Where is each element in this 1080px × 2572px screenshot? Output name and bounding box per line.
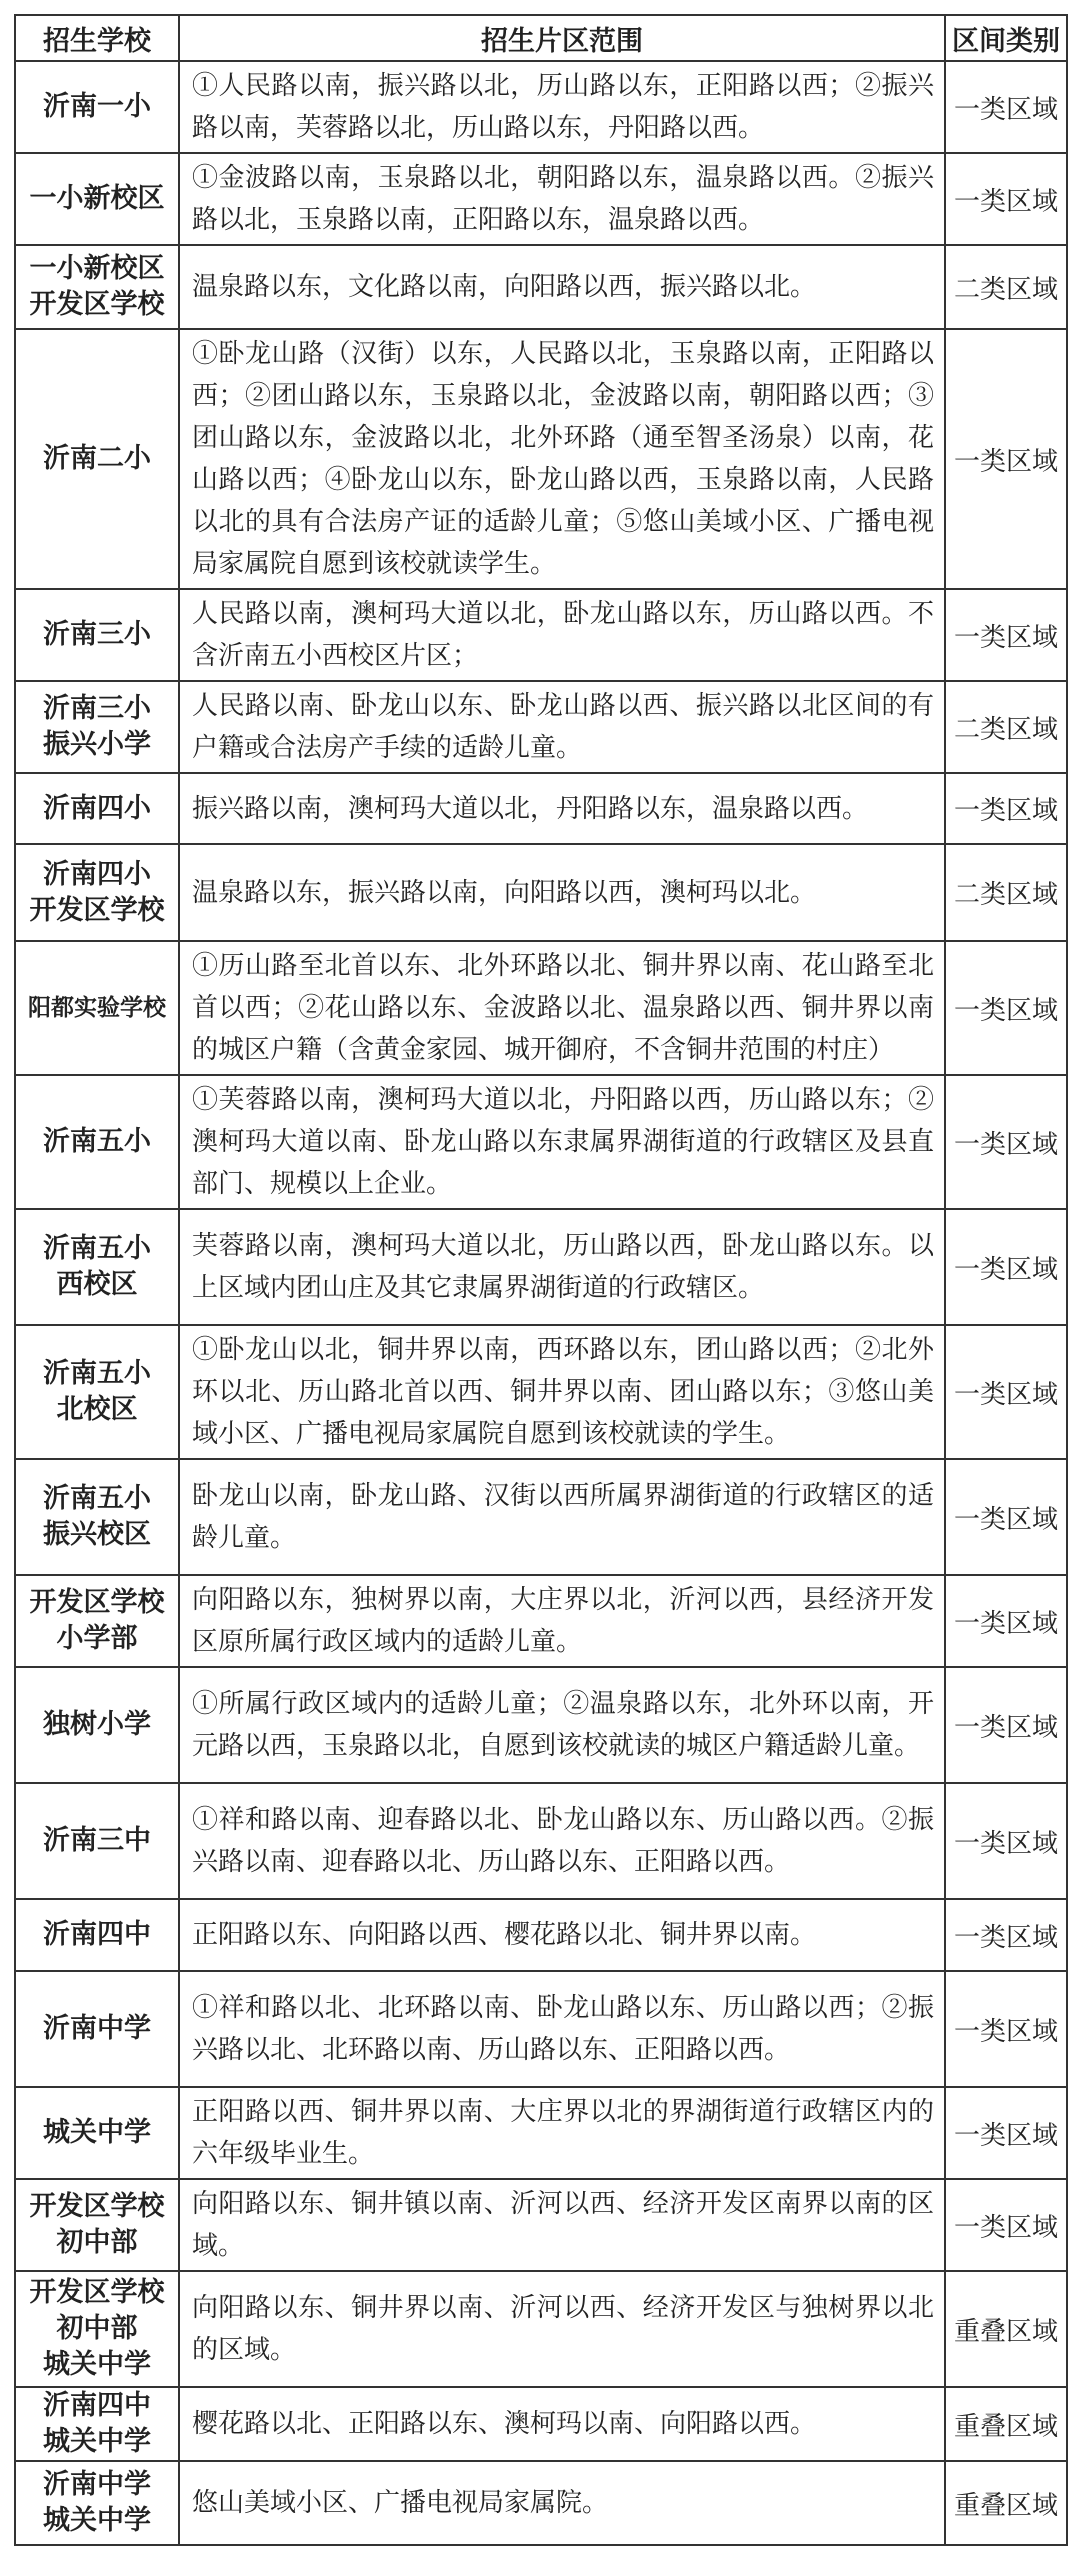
header-area: 招生片区范围 (179, 15, 945, 61)
school-name-line: 沂南五小 (43, 1233, 151, 1264)
category-cell: 一类区域 (945, 1971, 1067, 2087)
category-cell: 一类区域 (945, 153, 1067, 245)
area-cell: ①所属行政区域内的适龄儿童；②温泉路以东，北外环以南，开元路以西，玉泉路以北，自愿到该校就读的城区户籍适龄儿童。 (179, 1667, 945, 1783)
category-cell: 一类区域 (945, 1075, 1067, 1209)
area-cell: 向阳路以东、铜井镇以南、沂河以西、经济开发区南界以南的区域。 (179, 2179, 945, 2271)
category-cell: 一类区域 (945, 773, 1067, 844)
school-cell (15, 1971, 179, 2087)
school-name-line: 开发区学校 (29, 289, 165, 320)
school-name-line: 小学部 (56, 1623, 138, 1654)
area-cell: ①祥和路以北、北环路以南、卧龙山路以东、历山路以西；②振兴路以北、北环路以南、历山路以东、正阳路以西。 (179, 1971, 945, 2087)
area-cell: 芙蓉路以南，澳柯玛大道以北，历山路以西，卧龙山路以东。以上区域内团山庄及其它隶属界湖街道的行政辖区。 (179, 1209, 945, 1325)
school-name-line: 沂南中学 (43, 2013, 151, 2044)
school-name-line: 沂南四小 (43, 858, 151, 890)
table-row (15, 61, 1067, 153)
area-cell: 振兴路以南，澳柯玛大道以北，丹阳路以东，温泉路以西。 (179, 773, 945, 844)
area-cell: 悠山美域小区、广播电视局家属院。 (179, 2461, 945, 2545)
school-name-line: 开发区学校 (29, 894, 165, 926)
area-cell: 向阳路以东、铜井界以南、沂河以西、经济开发区与独树界以北的区域。 (179, 2271, 945, 2387)
school-cell (15, 61, 179, 153)
header-school: 招生学校 (15, 15, 179, 61)
school-cell (15, 2271, 179, 2387)
school-cell (15, 2179, 179, 2271)
table-row (15, 1899, 1067, 1971)
school-name-line: 城关中学 (43, 2349, 151, 2380)
school-name-line: 振兴校区 (43, 1519, 151, 1550)
school-cell (15, 2387, 179, 2461)
school-name-line: 一小新校区 (29, 183, 165, 214)
area-cell: ①历山路至北首以东、北外环路以北、铜井界以南、花山路至北首以西；②花山路以东、金波路以北、温泉路以西、铜井界以南的城区户籍（含黄金家园、城开御府，不含铜井范围的村庄） (179, 941, 945, 1075)
school-cell (15, 1075, 179, 1209)
table-row (15, 153, 1067, 245)
school-name-line: 沂南二小 (43, 443, 151, 474)
school-cell (15, 1899, 179, 1971)
table-row (15, 1459, 1067, 1575)
area-cell: 正阳路以东、向阳路以西、樱花路以北、铜井界以南。 (179, 1899, 945, 1971)
table-row (15, 1667, 1067, 1783)
school-name-line: 初中部 (56, 2227, 138, 2258)
area-cell: 正阳路以西、铜井界以南、大庄界以北的界湖街道行政辖区内的六年级毕业生。 (179, 2087, 945, 2179)
school-cell (15, 1783, 179, 1899)
category-cell: 一类区域 (945, 61, 1067, 153)
area-cell: ①芙蓉路以南，澳柯玛大道以北，丹阳路以西，历山路以东；②澳柯玛大道以南、卧龙山路以东隶属界湖街道的行政辖区及县直部门、规模以上企业。 (179, 1075, 945, 1209)
table-row (15, 773, 1067, 844)
school-name-line: 一小新校区 (29, 253, 165, 284)
area-cell: 人民路以南、卧龙山以东、卧龙山路以西、振兴路以北区间的有户籍或合法房产手续的适龄儿童。 (179, 681, 945, 773)
table-row (15, 329, 1067, 589)
school-name-line: 沂南五小 (43, 1126, 151, 1157)
category-cell: 二类区域 (945, 681, 1067, 773)
table-row (15, 2087, 1067, 2179)
school-name-line: 沂南三小 (43, 693, 151, 724)
category-cell: 一类区域 (945, 1575, 1067, 1667)
school-name-line: 西校区 (56, 1269, 138, 1300)
school-name-line: 阳都实验学校 (28, 995, 166, 1021)
category-cell: 一类区域 (945, 1783, 1067, 1899)
header-category: 区间类别 (945, 15, 1067, 61)
area-cell: ①祥和路以南、迎春路以北、卧龙山路以东、历山路以西。②振兴路以南、迎春路以北、历山路以东、正阳路以西。 (179, 1783, 945, 1899)
table-row (15, 589, 1067, 681)
table-row (15, 1075, 1067, 1209)
category-cell: 一类区域 (945, 329, 1067, 589)
table-header-row (15, 15, 1067, 61)
category-cell: 二类区域 (945, 245, 1067, 329)
category-cell: 一类区域 (945, 2179, 1067, 2271)
category-cell: 一类区域 (945, 1209, 1067, 1325)
area-cell: 樱花路以北、正阳路以东、澳柯玛以南、向阳路以西。 (179, 2387, 945, 2461)
table-row (15, 941, 1067, 1075)
school-name-line: 城关中学 (43, 2117, 151, 2148)
school-name-line: 沂南三小 (43, 619, 151, 650)
school-cell (15, 1667, 179, 1783)
table-row (15, 2387, 1067, 2461)
school-cell (15, 329, 179, 589)
area-cell: 卧龙山以南，卧龙山路、汉街以西所属界湖街道的行政辖区的适龄儿童。 (179, 1459, 945, 1575)
school-name-line: 沂南五小 (43, 1483, 151, 1514)
category-cell: 二类区域 (945, 844, 1067, 941)
area-cell: 温泉路以东，文化路以南，向阳路以西，振兴路以北。 (179, 245, 945, 329)
category-cell: 一类区域 (945, 941, 1067, 1075)
table-row (15, 245, 1067, 329)
category-cell: 一类区域 (945, 1325, 1067, 1459)
school-cell (15, 2087, 179, 2179)
area-cell: 向阳路以东，独树界以南，大庄界以北，沂河以西，县经济开发区原所属行政区域内的适龄儿童。 (179, 1575, 945, 1667)
area-cell: ①人民路以南，振兴路以北，历山路以东，正阳路以西；②振兴路以南，芙蓉路以北，历山路以东，丹阳路以西。 (179, 61, 945, 153)
school-name-line: 城关中学 (43, 2426, 151, 2457)
category-cell: 重叠区域 (945, 2387, 1067, 2461)
school-cell (15, 1325, 179, 1459)
school-cell (15, 1575, 179, 1667)
school-name-line: 北校区 (56, 1394, 138, 1425)
school-name-line: 初中部 (56, 2313, 138, 2344)
admission-zone-table (14, 14, 1068, 2546)
area-cell: ①卧龙山以北，铜井界以南，西环路以东，团山路以西；②北外环以北、历山路北首以西、铜井界以南、团山路以东；③悠山美域小区、广播电视局家属院自愿到该校就读的学生。 (179, 1325, 945, 1459)
school-cell (15, 2461, 179, 2545)
school-cell (15, 844, 179, 941)
school-name-line: 沂南一小 (43, 91, 151, 122)
category-cell: 一类区域 (945, 2087, 1067, 2179)
school-cell (15, 681, 179, 773)
school-name-line: 城关中学 (43, 2505, 151, 2536)
area-cell: 人民路以南，澳柯玛大道以北，卧龙山路以东，历山路以西。不含沂南五小西校区片区； (179, 589, 945, 681)
school-name-line: 开发区学校 (29, 2277, 165, 2308)
school-name-line: 沂南中学 (43, 2469, 151, 2500)
school-cell (15, 245, 179, 329)
school-name-line: 沂南四中 (43, 1919, 151, 1950)
school-cell (15, 773, 179, 844)
table-row (15, 1325, 1067, 1459)
area-cell: ①金波路以南，玉泉路以北，朝阳路以东，温泉路以西。②振兴路以北，玉泉路以南，正阳路以东，温泉路以西。 (179, 153, 945, 245)
table-row (15, 681, 1067, 773)
category-cell: 一类区域 (945, 1667, 1067, 1783)
school-name-line: 沂南三中 (43, 1825, 151, 1856)
table-row (15, 2179, 1067, 2271)
table-row (15, 1209, 1067, 1325)
school-name-line: 沂南四中 (43, 2390, 151, 2421)
category-cell: 一类区域 (945, 589, 1067, 681)
table-body (15, 61, 1067, 2545)
table-row (15, 1575, 1067, 1667)
table-row (15, 1971, 1067, 2087)
table-row (15, 2271, 1067, 2387)
area-cell: ①卧龙山路（汉街）以东，人民路以北，玉泉路以南，正阳路以西；②团山路以东，玉泉路以北，金波路以南，朝阳路以西；③团山路以东，金波路以北，北外环路（通至智圣汤泉）以南，花山路以西；④卧龙山以东，卧龙山路以西，玉泉路以南，人民路以北的具有合法房产证的适龄儿童；⑤悠山美域小区、广播电视局家属院自愿到该校就读学生。 (179, 329, 945, 589)
school-cell (15, 589, 179, 681)
school-name-line: 开发区学校 (29, 2191, 165, 2222)
school-name-line: 独树小学 (43, 1709, 151, 1740)
table-row (15, 1783, 1067, 1899)
school-cell (15, 1209, 179, 1325)
school-name-line: 开发区学校 (29, 1587, 165, 1618)
category-cell: 重叠区域 (945, 2271, 1067, 2387)
area-cell: 温泉路以东，振兴路以南，向阳路以西，澳柯玛以北。 (179, 844, 945, 941)
table-row (15, 2461, 1067, 2545)
school-name-line: 振兴小学 (43, 729, 151, 760)
category-cell: 一类区域 (945, 1899, 1067, 1971)
category-cell: 一类区域 (945, 1459, 1067, 1575)
school-cell (15, 153, 179, 245)
school-name-line: 沂南四小 (43, 792, 151, 824)
school-cell (15, 941, 179, 1075)
admission-table-container (14, 14, 1066, 2546)
school-cell (15, 1459, 179, 1575)
category-cell: 重叠区域 (945, 2461, 1067, 2545)
table-row (15, 844, 1067, 941)
school-name-line: 沂南五小 (43, 1358, 151, 1389)
